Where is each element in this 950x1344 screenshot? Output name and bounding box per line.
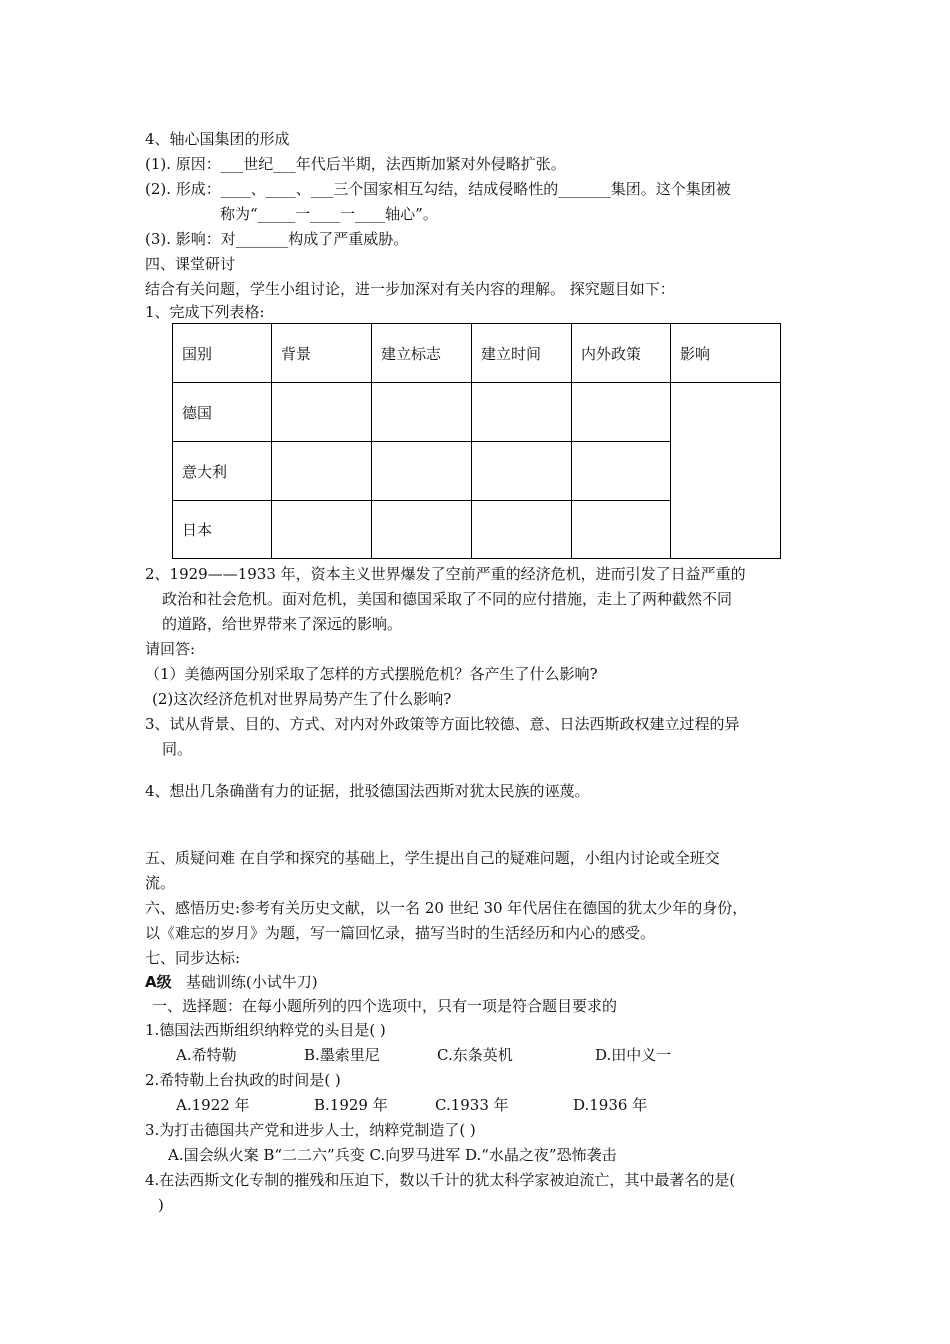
table-cell	[372, 442, 472, 501]
table-cell	[472, 501, 572, 559]
mc-intro: 一、选择题：在每小题所列的四个选项中，只有一项是符合题目要求的	[152, 997, 618, 1015]
mc1-option-c: C.东条英机	[437, 1046, 513, 1064]
table-row	[173, 383, 781, 442]
level-heading	[145, 972, 318, 992]
question-2-sub-2: (2)这次经济危机对世界局势产生了什么影响?	[152, 690, 452, 708]
question-1: 1、完成下列表格:	[145, 303, 265, 321]
table-header: 建立标志	[372, 324, 472, 383]
mc2-option-b: B.1929 年	[314, 1096, 388, 1114]
question-2-line-3: 的道路，给世界带来了深远的影响。	[162, 615, 403, 633]
section-6-line-1: 六、感悟历史:参考有关历史文献，以一名 20 世纪 30 年代居住在德国的犹太少年的身份，	[145, 899, 748, 917]
table-cell-merged	[671, 383, 781, 559]
mc1-option-a: A.希特勒	[176, 1046, 237, 1064]
level-label: A级	[145, 973, 172, 991]
mc3-options: A.国会纵火案 B“二二六”兵变 C.向罗马进军 D.“水晶之夜”恐怖袭击	[168, 1146, 617, 1164]
comparison-table	[172, 323, 781, 559]
section-5-line-1: 五、质疑问难 在自学和探究的基础上，学生提出自己的疑难问题，小组内讨论或全班交	[145, 849, 720, 867]
table-header: 影响	[671, 324, 781, 383]
question-4: 4、想出几条确凿有力的证据，批驳德国法西斯对犹太民族的诬蔑。	[145, 782, 590, 800]
table-header: 背景	[272, 324, 372, 383]
mc2-option-c: C.1933 年	[435, 1096, 509, 1114]
table-header-row	[173, 324, 781, 383]
section-4-impact: (3). 影响：对_______构成了严重威胁。	[145, 230, 409, 248]
table-cell	[372, 383, 472, 442]
section-four-intro: 结合有关问题，学生小组讨论，进一步加深对有关内容的理解。 探究题目如下：	[145, 280, 675, 298]
section-5-line-2: 流。	[145, 874, 176, 892]
table-row-label: 日本	[173, 501, 272, 559]
table-cell	[372, 501, 472, 559]
table-header: 建立时间	[472, 324, 572, 383]
question-2-ask: 请回答:	[145, 640, 196, 658]
question-2-line-1: 2、1929——1933 年，资本主义世界爆发了空前严重的经济危机，进而引发了日益严重的	[145, 565, 746, 583]
table-row-label: 意大利	[173, 442, 272, 501]
mc2-option-a: A.1922 年	[176, 1096, 250, 1114]
section-7-title: 七、同步达标:	[145, 949, 241, 967]
mc1-option-b: B.墨索里尼	[304, 1046, 380, 1064]
section-4-cause: (1). 原因：___世纪___年代后半期，法西斯加紧对外侵略扩张。	[145, 155, 566, 173]
table-cell	[572, 383, 671, 442]
table-cell	[572, 501, 671, 559]
section-4-formation-cont: 称为“_____一____一____轴心”。	[220, 205, 438, 223]
mc-question-2: 2.希特勒上台执政的时间是( )	[145, 1071, 341, 1089]
question-3-line-2: 同。	[162, 740, 193, 758]
level-description: 基础训练(小试牛刀)	[185, 973, 318, 991]
section-6-line-2: 以《难忘的岁月》为题，写一篇回忆录，描写当时的生活经历和内心的感受。	[145, 924, 656, 942]
section-4-title: 4、轴心国集团的形成	[145, 130, 290, 148]
mc-question-1: 1.德国法西斯组织纳粹党的头目是( )	[145, 1021, 386, 1039]
table-header: 内外政策	[572, 324, 671, 383]
question-2-sub-1: （1）美德两国分别采取了怎样的方式摆脱危机？各产生了什么影响?	[145, 665, 598, 683]
table-cell	[572, 442, 671, 501]
table-cell	[472, 383, 572, 442]
table-cell	[272, 442, 372, 501]
question-2-line-2: 政治和社会危机。面对危机，美国和德国采取了不同的应付措施，走上了两种截然不同	[162, 590, 733, 608]
mc1-option-d: D.田中义一	[595, 1046, 672, 1064]
table-cell	[272, 383, 372, 442]
mc2-option-d: D.1936 年	[573, 1096, 648, 1114]
table-cell	[272, 501, 372, 559]
mc-question-3: 3.为打击德国共产党和进步人士，纳粹党制造了( )	[145, 1121, 476, 1139]
mc-question-4-line-2: )	[158, 1196, 164, 1214]
question-3-line-1: 3、试从背景、目的、方式、对内对外政策等方面比较德、意、日法西斯政权建立过程的异	[145, 715, 740, 733]
section-4-formation: (2). 形成：____、____、___三个国家相互勾结，结成侵略性的_______集团。这个集团被	[145, 180, 731, 198]
section-four-title: 四、课堂研讨	[145, 255, 236, 273]
table-row-label: 德国	[173, 383, 272, 442]
table-header: 国别	[173, 324, 272, 383]
table-cell	[472, 442, 572, 501]
mc-question-4-line-1: 4.在法西斯文化专制的摧残和压迫下，数以千计的犹太科学家被迫流亡，其中最著名的是(	[145, 1171, 736, 1189]
